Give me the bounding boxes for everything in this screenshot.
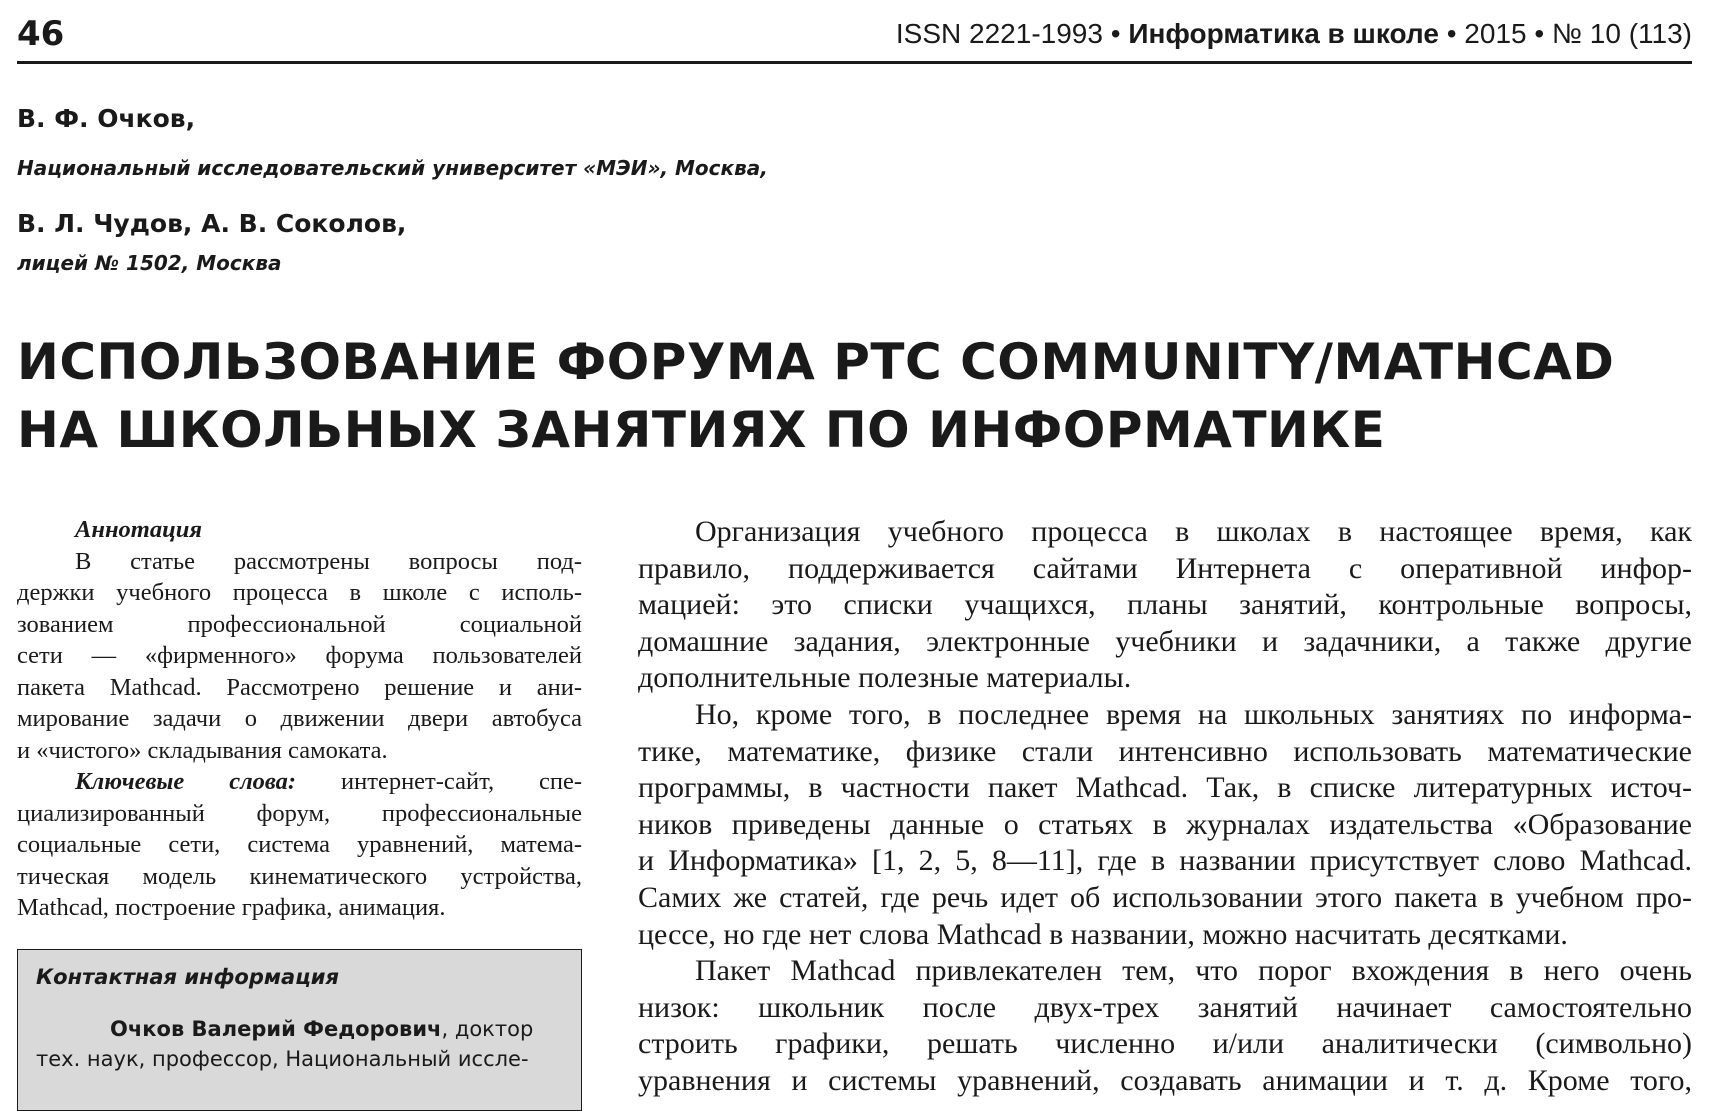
body-line: и Информатика» [1, 2, 5, 8—11], где в названии присутствует слово Mathcad. <box>638 844 1692 878</box>
article-title-line: НА ШКОЛЬНЫХ ЗАНЯТИЯХ ПО ИНФОРМАТИКЕ <box>17 401 1386 459</box>
year: 2015 <box>1464 18 1527 49</box>
body-line: низок: школьник после двух-трех занятий начинает самостоятельно <box>638 990 1692 1024</box>
author-names: В. Ф. Очков, <box>17 104 196 133</box>
keywords-line: Mathcad, построение графика, анимация. <box>17 894 446 921</box>
annotation-line: сети — «фирменного» форума пользователей <box>17 642 582 669</box>
body-line: строить графики, решать численно и/или аналитически (символьно) <box>638 1027 1692 1061</box>
contact-heading: Контактная информация <box>36 965 339 989</box>
contact-line: тех. наук, профессор, Национальный иссле- <box>36 1047 529 1071</box>
header-rule <box>17 61 1692 64</box>
body-line: тике, математике, физике стали интенсивно использовать математические <box>638 734 1692 768</box>
annotation-line: зованием профессиональной социальной <box>17 610 582 638</box>
body-line: дополнительные полезные материалы. <box>638 661 1132 695</box>
body-line: цессе, но где нет слова Mathcad в названии, можно насчитать десятками. <box>638 917 1568 951</box>
author-names: В. Л. Чудов, А. В. Соколов, <box>17 209 407 238</box>
running-head: ISSN 2221-1993 • Информатика в школе • 2015 • № 10 (113) <box>895 18 1692 49</box>
keywords-line: циализированный форум, профессиональные <box>17 799 582 827</box>
annotation-line: мирование задачи о движении двери автобуса <box>17 705 582 732</box>
annotation-line: и «чистого» складывания самоката. <box>17 736 388 764</box>
annotation-block <box>17 514 582 924</box>
body-line: уравнения и системы уравнений, создавать анимации и т. д. Кроме того, <box>638 1063 1692 1097</box>
body-line: мацией: это списки учащихся, планы занятий, контрольные вопросы, <box>638 588 1692 622</box>
annotation-line: пакета Mathcad. Рассмотрено решение и ани- <box>17 673 582 701</box>
body-line: Пакет Mathcad привлекателен тем, что порог вхождения в него очень <box>695 954 1692 988</box>
body-line: домашние задания, электронные учебники и задачники, а также другие <box>638 624 1692 658</box>
author-affiliation: Национальный исследовательский университет «МЭИ», Москва, <box>17 156 768 180</box>
body-line: ников приведены данные о статьях в журналах издательства «Образование <box>638 807 1692 841</box>
contact-info-box <box>17 949 582 1111</box>
keywords-label: Ключевые слова: <box>75 768 297 795</box>
body-line: Организация учебного процесса в школах в настоящее время, как <box>695 515 1692 548</box>
keywords-line: тическая модель кинематического устройства, <box>17 862 582 890</box>
annotation-line: держки учебного процесса в школе с исполь- <box>17 579 582 606</box>
keywords-text: интернет-сайт, спе- <box>296 768 582 795</box>
keywords-first-line <box>17 766 582 798</box>
body-line: программы, в частности пакет Mathcad. Так, в списке литературных источ- <box>638 771 1692 805</box>
issn: ISSN 2221-1993 <box>895 18 1103 49</box>
journal-name: Информатика в школе <box>1128 18 1439 49</box>
issue-number: № 10 (113) <box>1551 18 1692 49</box>
body-text <box>638 514 1692 1100</box>
contact-line <box>36 1014 566 1044</box>
page-number: 46 <box>17 14 65 54</box>
keywords-line: социальные сети, система уравнений, матема- <box>17 831 582 858</box>
author-affiliation: лицей № 1502, Москва <box>17 251 282 275</box>
annotation-line: В статье рассмотрены вопросы под- <box>75 547 582 575</box>
contact-name: Очков Валерий Федорович <box>110 1017 442 1041</box>
contact-degree: , доктор <box>441 1017 534 1041</box>
body-line: Но, кроме того, в последнее время на школьных занятиях по информа- <box>695 697 1692 731</box>
article-title-line: ИСПОЛЬЗОВАНИЕ ФОРУМА PTC COMMUNITY/MATHCAD <box>17 333 1615 391</box>
body-line: Самих же статей, где речь идет об использовании этого пакета в учебном про- <box>638 880 1692 914</box>
annotation-heading: Аннотация <box>75 516 202 543</box>
body-line: правило, поддерживается сайтами Интернета с оперативной инфор- <box>638 551 1692 585</box>
